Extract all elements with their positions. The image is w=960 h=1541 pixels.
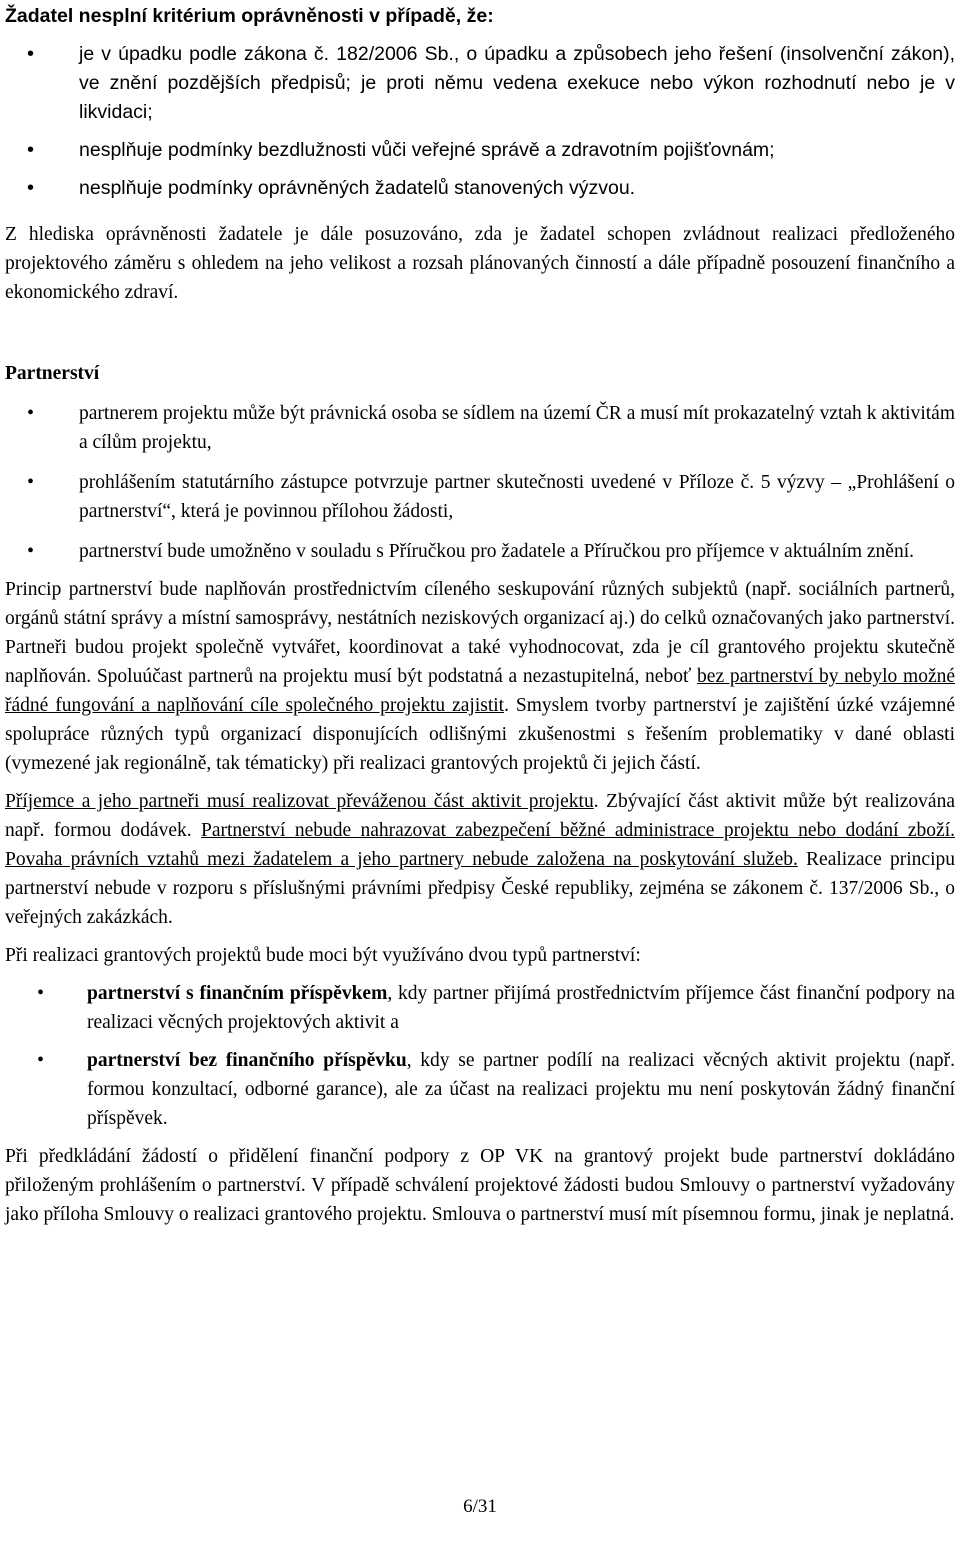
section-heading: Partnerství <box>5 363 100 384</box>
criteria-list <box>5 40 955 203</box>
eligibility-paragraph: Z hlediska oprávněnosti žadatele je dále posuzováno, zda je žadatel schopen zvládnout realizaci předloženého projektového záměru s ohledem na jeho velikost a rozsah plánovaných činností a dále případně posouzení finančního a ekonomického zdraví. <box>5 224 955 303</box>
recipient-paragraph <box>5 787 955 932</box>
list-item: • prohlášením statutárního zástupce potvrzuje partner skutečnosti uvedené v Příloze č. 5 výzvy – „Prohlášení o partnerství“, která je povinnou přílohou žádosti, <box>5 468 955 526</box>
type-description: , kdy partner přijímá prostřednictvím příjemce část finanční podpory na realizaci věcných projektových aktivit a <box>87 983 956 1033</box>
list-item <box>5 1046 955 1133</box>
list-item: • nesplňuje podmínky oprávněných žadatelů stanovených výzvou. <box>5 174 955 203</box>
page-number: 6/31 <box>463 1496 497 1517</box>
principle-text: . Smyslem tvorby partnerství je zajištění úzké vzájemné spolupráce různých typů organizací disponujících odlišnými zkušenostmi s řešením problematiky v dané oblasti (vymezené jak regionálně, tak tématicky) při realizaci grantových projektů či jejich částí. <box>5 695 955 774</box>
partner-rules-list <box>5 399 955 566</box>
principle-text: Princip partnerství bude naplňován prostřednictvím cíleného seskupování různých subjektů (např. sociálních partnerů, orgánů státní správy a místní samosprávy, nestátních neziskových organizací aj.) do celků označovaných jako partnerství. Partneři budou projekt společně vytvářet, koordinovat a také vyhodnocovat, zda je cíl grantového projektu skutečně naplňován. Spoluúčast partnerů na projektu musí být podstatná a nezastupitelná, neboť <box>5 579 955 687</box>
types-intro: Při realizaci grantových projektů bude moci být využíváno dvou typů partnerství: <box>5 945 641 966</box>
criteria-title: Žadatel nesplní kritérium oprávněnosti v případě, že: <box>5 5 494 27</box>
closing-paragraph: Při předkládání žádostí o přidělení finanční podpory z OP VK na grantový projekt bude partnerství dokládáno přiloženým prohlášením o partnerství. V případě schválení projektové žádosti budou Smlouvy o partnerství vyžadovány jako příloha Smlouvy o realizaci grantového projektu. Smlouva o partnerství musí mít písemnou formu, jinak je neplatná. <box>5 1146 955 1225</box>
recipient-text: Realizace principu partnerství nebude v rozporu s příslušnými právními předpisy České republiky, zejména se zákonem č. 137/2006 Sb., o veřejných zakázkách. <box>5 849 955 928</box>
list-item: • nesplňuje podmínky bezdlužnosti vůči veřejné správě a zdravotním pojišťovnám; <box>5 136 955 165</box>
document-page <box>5 0 955 1229</box>
type-name: partnerství s finančním příspěvkem <box>87 983 388 1004</box>
list-item: • partnerství bude umožněno v souladu s Příručkou pro žadatele a Příručkou pro příjemce v aktuálním znění. <box>5 537 955 566</box>
principle-paragraph <box>5 575 955 778</box>
list-item: • partnerem projektu může být právnická osoba se sídlem na území ČR a musí mít prokazatelný vztah k aktivitám a cílům projektu, <box>5 399 955 457</box>
principle-underlined-text: bez partnerství by nebylo možné řádné fungování a naplňování cíle společného projektu zajistit <box>5 666 956 716</box>
list-item: • je v úpadku podle zákona č. 182/2006 Sb., o úpadku a způsobech jeho řešení (insolvenční zákon), ve znění pozdějších předpisů; je proti němu vedena exekuce nebo výkon rozhodnutí nebo je v likvidaci; <box>5 40 955 127</box>
recipient-underlined-text: Příjemce a jeho partneři musí realizovat převáženou část aktivit projektu <box>5 791 594 812</box>
recipient-underlined-text: Partnerství nebude nahrazovat zabezpečení běžné administrace projektu nebo dodání zboží. Povaha právních vztahů mezi žadatelem a jeho partnery nebude založena na poskytování služeb. <box>5 820 955 870</box>
recipient-text: . Zbývající část aktivit může být realizována např. formou dodávek. <box>5 791 955 841</box>
type-name: partnerství bez finančního příspěvku <box>87 1050 407 1071</box>
type-description: , kdy se partner podílí na realizaci věcných aktivit projektu (např. formou konzultací, odborné garance), ale za účast na realizaci projektu mu není poskytován žádný finanční příspěvek. <box>87 1050 955 1129</box>
list-item <box>5 979 955 1037</box>
partnership-types-list <box>5 979 955 1133</box>
